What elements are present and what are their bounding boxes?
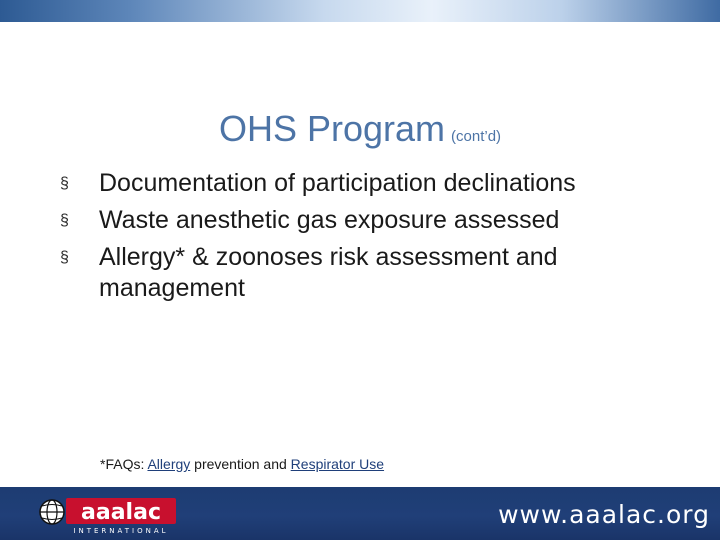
footnote: [100, 456, 384, 472]
bullet-text: Allergy* & zoonoses risk assessment and management: [99, 243, 558, 302]
title-suffix: (cont’d): [451, 128, 502, 145]
header-band: [0, 0, 720, 22]
logo-subtext: INTERNATIONAL: [73, 527, 169, 535]
title-main: OHS Program: [218, 108, 446, 149]
footer-bar: [0, 487, 720, 540]
aaalac-logo: [38, 495, 178, 535]
allergy-link[interactable]: Allergy: [147, 456, 191, 472]
bullet-marker-icon: §: [60, 212, 69, 229]
bullet-item: [60, 168, 710, 199]
footnote-middle: prevention and: [190, 456, 291, 472]
bullet-marker-icon: §: [60, 249, 69, 266]
logo-text: aaalac: [81, 500, 161, 525]
bullet-text: Documentation of participation declinations: [99, 169, 576, 197]
website-url: www.aaalac.org: [498, 500, 710, 529]
slide-title: [0, 108, 720, 150]
footnote-prefix: *FAQs:: [100, 456, 148, 472]
globe-icon: [40, 500, 64, 524]
bullet-item: [60, 242, 710, 304]
bullet-text: Waste anesthetic gas exposure assessed: [99, 206, 560, 234]
bullet-marker-icon: §: [60, 175, 69, 192]
respirator-use-link[interactable]: Respirator Use: [290, 456, 385, 472]
bullet-list: [60, 168, 710, 310]
bullet-item: [60, 205, 710, 236]
